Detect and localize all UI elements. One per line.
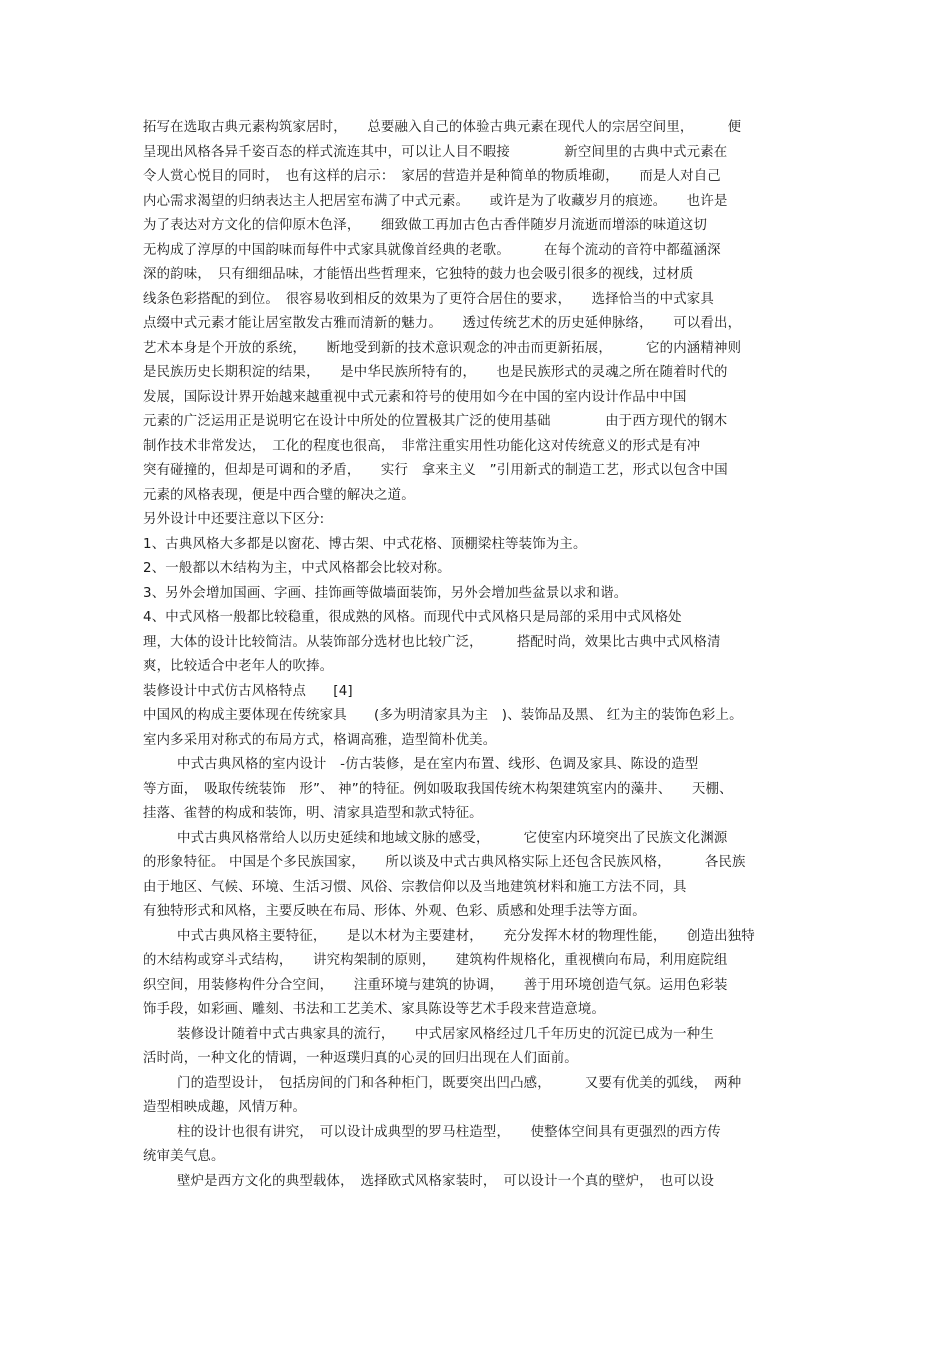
text-line: 造型相映成趣，风情万种。: [143, 1100, 307, 1115]
text-line: 元素的广泛运用正是说明它在设计中所处的位置极其广泛的使用基础 由于西方现代的钢木: [143, 414, 728, 429]
text-line: 是民族历史长期积淀的结果， 是中华民族所特有的， 也是民族形式的灵魂之所在随着时代的: [143, 365, 728, 380]
text-line: 线条色彩搭配的到位。 很容易收到相反的效果为了更符合居住的要求， 选择恰当的中式家具: [143, 291, 714, 307]
text-line: 发展，国际设计界开始越来越重视中式元素和符号的使用如今在中国的室内设计作品中中国: [143, 389, 687, 405]
text-line: 装修设计随着中式古典家具的流行， 中式居家风格经过几千年历史的沉淀已成为一种生: [177, 1026, 714, 1042]
text-line: 中式古典风格的室内设计 -仿古装修，是在室内布置、线形、色调及家具、陈设的造型: [177, 757, 699, 772]
text-line: 门的造型设计， 包括房间的门和各种柜门，既要突出凹凸感， 又要有优美的弧线， 两种: [177, 1075, 742, 1091]
text-line: 统审美气息。: [143, 1149, 225, 1164]
text-line: 4、中式风格一般都比较稳重，很成熟的风格。而现代中式风格只是局部的采用中式风格处: [143, 610, 682, 625]
text-line: 有独特形式和风格，主要反映在布局、形体、外观、色彩、质感和处理手法等方面。: [143, 904, 646, 919]
text-line: 装修设计中式仿古风格特点 [4]: [143, 683, 353, 699]
text-line: 令人赏心悦目的同时， 也有这样的启示： 家居的营造并是种简单的物质堆砌， 而是人对自己: [143, 169, 721, 184]
text-line: 壁炉是西方文化的典型载体， 选择欧式风格家装时， 可以设计一个真的壁炉， 也可以设: [177, 1173, 715, 1189]
text-line: 中国风的构成主要体现在传统家具 (多为明清家具为主 )、装饰品及黑、 红为主的装饰色彩上。: [143, 708, 743, 723]
body-text: [143, 116, 811, 1194]
text-line: 为了表达对方文化的信仰原木色泽， 细致做工再加古色古香伴随岁月流逝而增添的味道这切: [143, 218, 708, 233]
text-line: 1、古典风格大多都是以窗花、博古架、中式花格、顶棚梁柱等装饰为主。: [143, 536, 587, 552]
text-line: 等方面， 吸取传统装饰 形”、 神”的特征。例如吸取我国传统木构架建筑室内的藻井、 天棚、: [143, 781, 733, 797]
text-line: 突有碰撞的，但却是可调和的矛盾， 实行 拿来主义 ”引用新式的制造工艺，形式以包含中国: [143, 463, 728, 478]
text-line: 深的韵味， 只有细细品味，才能悟出些哲理来，它独特的鼓力也会吸引很多的视线，过材质: [143, 267, 694, 282]
text-line: 点缀中式元素才能让居室散发古雅而清新的魅力。 透过传统艺术的历史延伸脉络， 可以看出，: [143, 316, 742, 331]
text-line: 拓写在选取古典元素构筑家居时， 总要融入自己的体验古典元素在现代人的宗居空间里， 便: [143, 120, 742, 135]
text-line: 由于地区、气候、环境、生活习惯、风俗、宗教信仰以及当地建筑材料和施工方法不同，具: [143, 879, 687, 895]
text-line: 的木结构或穿斗式结构， 讲究构架制的原则， 建筑构件规格化，重视横向布局，利用庭院组: [143, 953, 728, 968]
text-line: 中式古典风格常给人以历史延续和地域文脉的感受， 它使室内环境突出了民族文化渊源: [177, 830, 728, 846]
text-line: 制作技术非常发达， 工化的程度也很高， 非常注重实用性功能化这对传统意义的形式是有冲: [143, 438, 701, 454]
text-line: 爽，比较适合中老年人的吹捧。: [143, 659, 334, 674]
text-line: 柱的设计也很有讲究， 可以设计成典型的罗马柱造型， 使整体空间具有更强烈的西方传: [177, 1124, 721, 1140]
text-line: 3、另外会增加国画、字画、挂饰画等做墙面装饰，另外会增加些盆景以求和谐。: [143, 585, 628, 601]
text-line: 饰手段，如彩画、雕刻、书法和工艺美术、家具陈设等艺术手段来营造意境。: [143, 1002, 606, 1017]
text-line: 活时尚，一种文化的情调，一种返璞归真的心灵的回归出现在人们面前。: [143, 1051, 578, 1066]
text-line: 元素的风格表现，便是中西合璧的解决之道。: [143, 487, 415, 503]
text-line: 室内多采用对称式的布局方式，格调高雅，造型简朴优美。: [143, 732, 497, 748]
text-line: 中式古典风格主要特征， 是以木材为主要建材， 充分发挥木材的物理性能， 创造出独特: [177, 928, 755, 944]
text-line: 织空间，用装修构件分合空间， 注重环境与建筑的协调， 善于用环境创造气氛。运用色彩装: [143, 977, 728, 993]
text-line: 2、一般都以木结构为主，中式风格都会比较对称。: [143, 561, 451, 576]
text-line: 另外设计中还要注意以下区分:: [143, 512, 325, 527]
text-line: 内心需求渴望的归纳表达主人把居室布满了中式元素。 或许是为了收藏岁月的痕迹。 也许是: [143, 193, 728, 209]
text-line: 挂落、雀替的构成和装饰，明、清家具造型和款式特征。: [143, 806, 483, 821]
text-line: 呈现出风格各异千姿百态的样式流连其中，可以让人目不暇接 新空间里的古典中式元素在: [143, 144, 728, 160]
text-line: 理，大体的设计比较简洁。从装饰部分选材也比较广泛， 搭配时尚，效果比古典中式风格清: [143, 634, 721, 650]
text-line: 无构成了淳厚的中国韵味而每件中式家具就像首经典的老歌。 在每个流动的音符中都蕴涵深: [143, 242, 721, 258]
text-line: 的形象特征。 中国是个多民族国家， 所以谈及中式古典风格实际上还包含民族风格， 各民族: [143, 855, 746, 870]
text-line: 艺术本身是个开放的系统， 断地受到新的技术意识观念的冲击而更新拓展， 它的内涵精神则: [143, 340, 742, 356]
